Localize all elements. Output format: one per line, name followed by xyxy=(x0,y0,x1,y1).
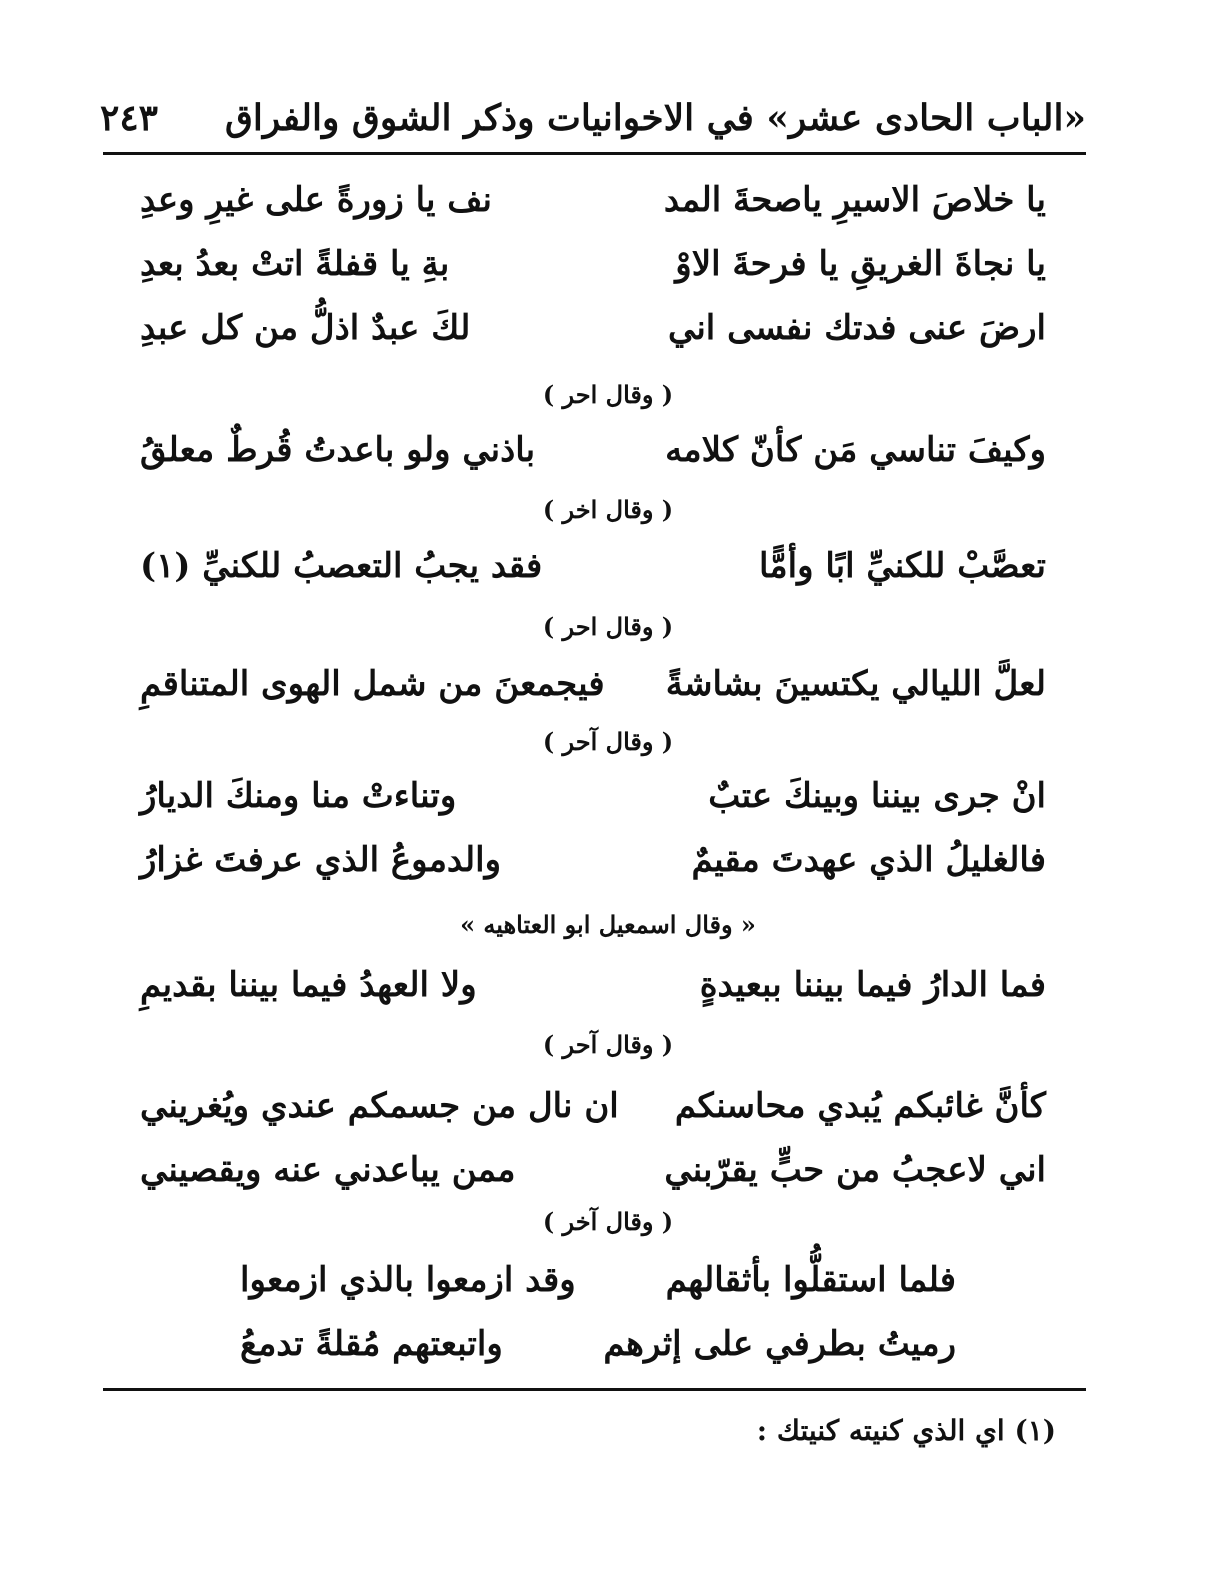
verse-first-half: وكيفَ تناسي مَن كأنّ كلامه xyxy=(665,430,1046,470)
verse-second-half: وقد ازمعوا بالذي ازمعوا xyxy=(240,1260,576,1300)
verse-line xyxy=(140,536,1046,596)
verse-first-half: لعلَّ الليالي يكتسينَ بشاشةً xyxy=(665,664,1046,704)
verse-first-half: ارضَ عنى فدتك نفسى اني xyxy=(667,308,1046,348)
verse-first-half: رميتُ بطرفي على إثرهم xyxy=(603,1324,956,1364)
poet-attribution: ( وقال احر ) xyxy=(542,612,674,641)
verse-second-half: ان نال من جسمكم عندي ويُغريني xyxy=(140,1086,619,1126)
verse-first-half: كأنَّ غائبكم يُبدي محاسنكم xyxy=(674,1086,1046,1126)
poet-attribution: ( وقال آحر ) xyxy=(542,727,674,756)
verse-second-half: والدموعُ الذي عرفتَ غزارُ xyxy=(140,840,502,880)
verse-second-half: لكَ عبدٌ اذلُّ من كل عبدِ xyxy=(140,308,471,348)
poet-attribution: ( وقال آحر ) xyxy=(542,1030,674,1059)
verse-second-half: بةِ يا قفلةً اتتْ بعدُ بعدِ xyxy=(140,244,450,284)
verse-second-half: وتناءتْ منا ومنكَ الديارُ xyxy=(140,776,457,816)
verse-second-half: ممن يباعدني عنه ويقصيني xyxy=(140,1150,516,1190)
verse-line xyxy=(240,1250,956,1310)
verse-line xyxy=(140,420,1046,480)
verse-second-half: نف يا زورةً على غيرِ وعدِ xyxy=(140,180,492,220)
verse-line xyxy=(140,170,1046,230)
verse-line xyxy=(240,1314,956,1374)
verse-line xyxy=(140,955,1046,1015)
verse-first-half: انْ جرى بيننا وبينكَ عتبٌ xyxy=(708,776,1046,816)
verse-second-half: فقد يجبُ التعصبُ للكنيِّ (١) xyxy=(140,546,543,586)
footnote-rule xyxy=(103,1388,1086,1391)
verse-line xyxy=(140,766,1046,826)
page-number: ٢٤٣ xyxy=(100,97,159,139)
poet-attribution: ( وقال احر ) xyxy=(542,380,674,409)
footnote: (١) اي الذي كنيته كنيتك : xyxy=(756,1414,1056,1447)
verse-first-half: اني لاعجبُ من حبٍّ يقرّبني xyxy=(664,1150,1046,1190)
page-header xyxy=(100,92,1086,144)
verse-second-half: فيجمعنَ من شمل الهوى المتناقمِ xyxy=(140,664,605,704)
header-rule xyxy=(103,152,1086,155)
chapter-title: «الباب الحادى عشر» في الاخوانيات وذكر الشوق والفراق xyxy=(224,97,1086,139)
verse-first-half: فالغليلُ الذي عهدتَ مقيمٌ xyxy=(691,840,1046,880)
verse-line xyxy=(140,298,1046,358)
verse-second-half: باذني ولو باعدتُ قُرطٌ معلقُ xyxy=(140,430,536,470)
poet-attribution: ( وقال اخر ) xyxy=(542,495,674,524)
poet-attribution: « وقال اسمعيل ابو العتاهيه » xyxy=(460,910,756,939)
verse-first-half: فما الدارُ فيما بيننا ببعيدةٍ xyxy=(699,965,1046,1005)
verse-line xyxy=(140,1140,1046,1200)
verse-first-half: فلما استقلُّوا بأثقالهم xyxy=(665,1260,956,1300)
verse-second-half: ولا العهدُ فيما بيننا بقديمِ xyxy=(140,965,477,1005)
verse-first-half: تعصَّبْ للكنيِّ ابًا وأمًّا xyxy=(759,546,1046,586)
verse-second-half: واتبعتهم مُقلةً تدمعُ xyxy=(240,1324,503,1364)
verse-first-half: يا نجاةَ الغريقِ يا فرحةَ الاوْ xyxy=(675,244,1046,284)
poet-attribution: ( وقال آخر ) xyxy=(542,1207,674,1236)
verse-line xyxy=(140,234,1046,294)
verse-first-half: يا خلاصَ الاسيرِ ياصحةَ المد xyxy=(663,180,1046,220)
verse-line xyxy=(140,1076,1046,1136)
verse-line xyxy=(140,654,1046,714)
verse-line xyxy=(140,830,1046,890)
